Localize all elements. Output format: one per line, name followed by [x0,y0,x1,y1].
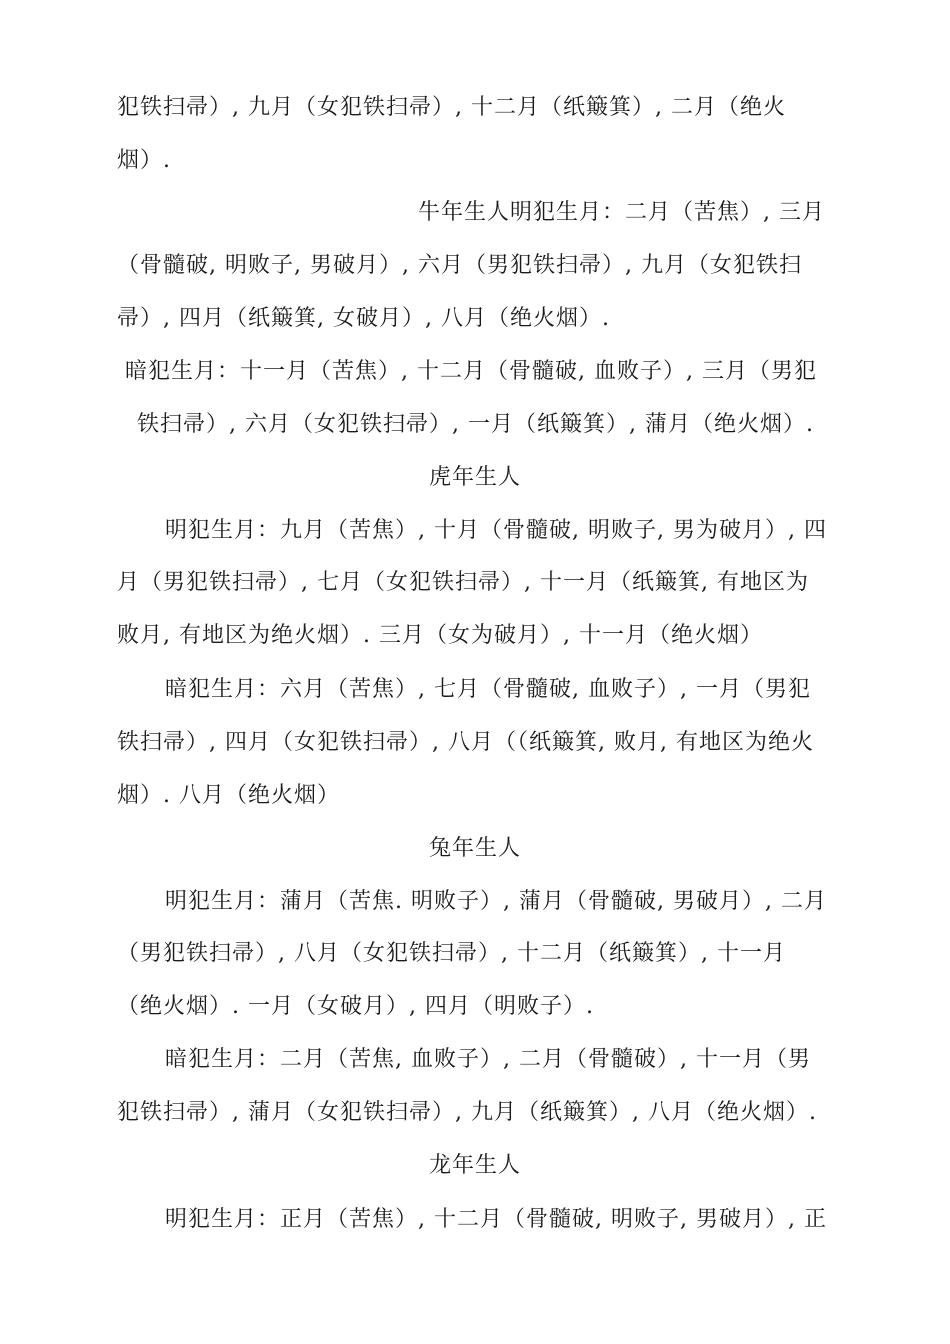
text-line: 暗犯生月：十一月（苦焦）, 十二月（骨髓破, 血败子）, 三月（男犯 [125,359,817,384]
text-line: 铁扫帚）, 六月（女犯铁扫帚）, 一月（纸簸箕）, 蒲月（绝火烟）. [137,412,814,437]
section-heading: 龙年生人 [428,1153,521,1178]
text-line: 帚）, 四月（纸簸箕, 女破月）, 八月（绝火烟）. [117,306,610,331]
text-line: 明犯生月：九月（苦焦）, 十月（骨髓破, 明败子, 男为破月）, 四 [165,518,827,543]
text-line: （男犯铁扫帚）, 八月（女犯铁扫帚）, 十二月（纸簸箕）, 十一月 [117,941,786,966]
text-line: （绝火烟）. 一月（女破月）, 四月（明败子）. [117,994,594,1019]
section-heading: 兔年生人 [428,836,521,861]
text-line: 明犯生月：蒲月（苦焦. 明败子）, 蒲月（骨髓破, 男破月）, 二月 [165,889,827,914]
text-line: 暗犯生月：二月（苦焦, 血败子）, 二月（骨髓破）, 十一月（男 [165,1047,811,1072]
text-line: 犯铁扫帚）, 九月（女犯铁扫帚）, 十二月（纸簸箕）, 二月（绝火 [117,95,786,120]
text-line: 暗犯生月：六月（苦焦）, 七月（骨髓破, 血败子）, 一月（男犯 [165,677,811,702]
text-line: 月（男犯铁扫帚）, 七月（女犯铁扫帚）, 十一月（纸簸箕, 有地区为 [117,570,809,595]
text-line: 牛年生人明犯生月：二月（苦焦）, 三月 [418,200,825,225]
text-line: 犯铁扫帚）, 蒲月（女犯铁扫帚）, 九月（纸簸箕）, 八月（绝火烟）. [117,1100,817,1125]
section-heading: 虎年生人 [428,465,521,490]
text-line: 烟）. [117,148,171,173]
text-line: 明犯生月：正月（苦焦）, 十二月（骨髓破, 明败子, 男破月）, 正 [165,1207,827,1232]
text-line: 铁扫帚）, 四月（女犯铁扫帚）, 八月（（纸簸箕, 败月, 有地区为绝火 [117,730,814,755]
text-line: 败月, 有地区为绝火烟）. 三月（女为破月）, 十一月（绝火烟） [117,623,763,648]
text-line: （骨髓破, 明败子, 男破月）, 六月（男犯铁扫帚）, 九月（女犯铁扫 [117,253,802,278]
text-line: 烟）. 八月（绝火烟） [117,783,340,808]
